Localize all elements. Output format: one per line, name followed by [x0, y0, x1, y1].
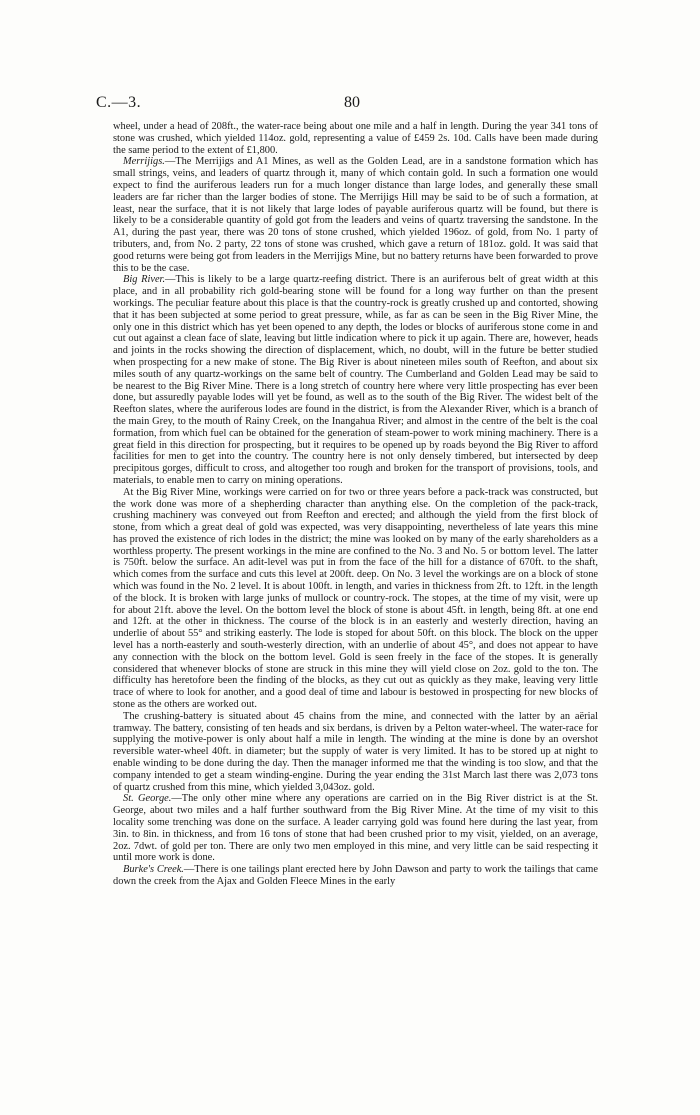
paragraph-merrijigs: [113, 156, 598, 274]
paragraph-text: wheel, under a head of 208ft., the water-race being about one mile and a half in length. During the year 341 tons of stone was crushed, which yielded 114oz. gold, representing a value of £459 2s. 10d. Calls have been made during the same period to the extent of £1,800.: [113, 121, 598, 156]
page-header: [0, 94, 700, 116]
section-heading-st-george: St. George.: [123, 793, 172, 805]
paragraph-text: —There is one tailings plant erected here by John Dawson and party to work the tailings that came down the creek from the Ajax and Golden Fleece Mines in the early: [113, 864, 598, 887]
paragraph-big-river-mine: [113, 487, 598, 711]
paragraph-continued: [113, 121, 598, 156]
document-reference: C.—3.: [96, 94, 142, 111]
section-heading-merrijigs: Merrijigs.: [123, 156, 165, 168]
page-number: 80: [344, 94, 360, 111]
paragraph-text: —This is likely to be a large quartz-reefing district. There is an auriferous belt of great width at this place, and in all probability rich gold-bearing stone will be found for a long way further on than the present workings. The peculiar feature about this place is that the country-rock is greatly crushed up and contorted, showing that it has been subjected at some period to great pressure, while, as far as can be seen in the Big River Mine, the only one in this district which has yet been opened to any depth, the lodes or blocks of auriferous stone come in and cut out against a clean face of slate, leaving but little indication where to pick it up again. There are, however, heads and joints in the rocks showing the direction of displacement, which, no doubt, will in the future be better studied when prospecting for a new make of stone. The Big River is about nineteen miles south of Reefton, and about six miles south of any quartz-workings on the same belt of country. The Cumberland and Golden Lead may be said to be nearest to the Big River Mine. There is a long stretch of country here where very little prospecting has ever been done, but assuredly payable lodes will yet be found, as well as to the south of the Big River. The widest belt of the Reefton slates, where the auriferous lodes are found in the district, is from the Alexander River, which is a branch of the main Grey, to the mouth of Rainy Creek, on the Inangahua River; and almost in the centre of the belt is the coal formation, from which fuel can be obtained for the generation of steam-power to work mining machinery. There is a great field in this direction for prospecting, but it requires to be opened up by roads beyond the Big River to afford facilities for men to get into the country. The country here is not only densely timbered, but intersected by deep precipitous gorges, difficult to cross, and altogether too rough and broken for the transport of provisions, tools, and materials, to enable men to carry on mining operations.: [113, 274, 598, 486]
paragraph-big-river: [113, 274, 598, 486]
section-heading-burkes-creek: Burke's Creek.: [123, 864, 184, 876]
paragraph-text: At the Big River Mine, workings were carried on for two or three years before a pack-track was constructed, but the work done was more of a shepherding character than anything else. On the completion of the pack-track, crushing machinery was conveyed out from Reefton and erected; and although the yield from the first block of stone, from which a great deal of gold was expected, was very disappointing, nevertheless of late years this mine has proved the existence of rich lodes in the district; the mine was looked on by many of the early shareholders as a worthless property. The present workings in the mine are confined to the No. 3 and No. 5 or bottom level. The latter is 750ft. below the surface. An adit-level was put in from the face of the hill for a distance of 670ft. to the shaft, which comes from the surface and cuts this level at 200ft. deep. On No. 3 level the workings are on a block of stone which was found in the No. 2 level. It is about 100ft. in length, and varies in thickness from 2ft. to 12ft. in the length of the block. It is broken with large junks of mullock or country-rock. The stopes, at the time of my visit, were up for about 21ft. above the level. On the bottom level the block of stone is about 45ft. in length, being 8ft. at one end and 12ft. at the other in thickness. The course of the block is in an easterly and westerly direction, having an underlie of about 55° and striking easterly. The lode is stoped for about 50ft. on this block. The block on the upper level has a north-easterly and south-westerly direction, with an underlie of about 45°, and does not appear to have any connection with the block on the bottom level. Gold is seen freely in the face of the stopes. It is generally considered that whenever blocks of stone are struck in this mine they will yield close on 2oz. gold to the ton. The difficulty has heretofore been the finding of the blocks, as they cut out as quickly as they make, leaving very little trace of where to look for another, and a good deal of time and labour is bestowed in prospecting for new blocks of stone as the others are worked out.: [113, 486, 598, 711]
paragraph-text: —The Merrijigs and A1 Mines, as well as the Golden Lead, are in a sandstone formation which has small strings, veins, and leaders of quartz through it, many of which contain gold. In such a formation one would expect to find the auriferous leaders run for a much longer distance than large lodes, and generally these small leaders are far richer than the larger bodies of stone. The Merrijigs Hill may be said to be of such a formation, at least, near the surface, that it is not likely that large lodes of payable auriferous quartz will be found, but there is likely to be a considerable quantity of gold got from the leaders and veins of quartz traversing the sandstone. In the A1, during the past year, there was 20 tons of stone crushed, which yielded 196oz. of gold, from No. 1 party of tributers, and, from No. 2 party, 22 tons of stone was crushed, which gave a return of 181oz. gold. It was said that good returns were being got from leaders in the Merrijigs Mine, but no battery returns have been forwarded to prove this to be the case.: [113, 156, 598, 274]
paragraph-st-george: [113, 793, 598, 864]
paragraph-text: —The only other mine where any operations are carried on in the Big River district is at the St. George, about two miles and a half further southward from the Big River Mine. At the time of my visit to this locality some trenching was done on the surface. A leader carrying gold was found here during the last year, from 3in. to 8in. in thickness, and from 16 tons of stone that had been crushed prior to my visit, yielded, on an average, 2oz. 7dwt. of gold per ton. There are only two men employed in this mine, and very little can be said respecting it until more work is done.: [113, 793, 598, 864]
paragraph-crushing-battery: [113, 711, 598, 794]
body-text: [113, 121, 598, 888]
paragraph-text: The crushing-battery is situated about 45 chains from the mine, and connected with the latter by an aërial tramway. The battery, consisting of ten heads and six berdans, is driven by a Pelton water-wheel. The water-race for supplying the motive-power is only about half a mile in length. The winding at the mine is done by an overshot reversible water-wheel 40ft. in diameter; but the supply of water is very limited. It has to be stored up at night to enable winding to be done during the day. Then the manager informed me that the winding is too slow, and that the company intended to get a steam winding-engine. During the year ending the 31st March last there was 2,073 tons of quartz crushed from this mine, which yielded 3,043oz. gold.: [113, 710, 598, 793]
section-heading-big-river: Big River.: [123, 274, 166, 286]
paragraph-burkes-creek: [113, 864, 598, 888]
